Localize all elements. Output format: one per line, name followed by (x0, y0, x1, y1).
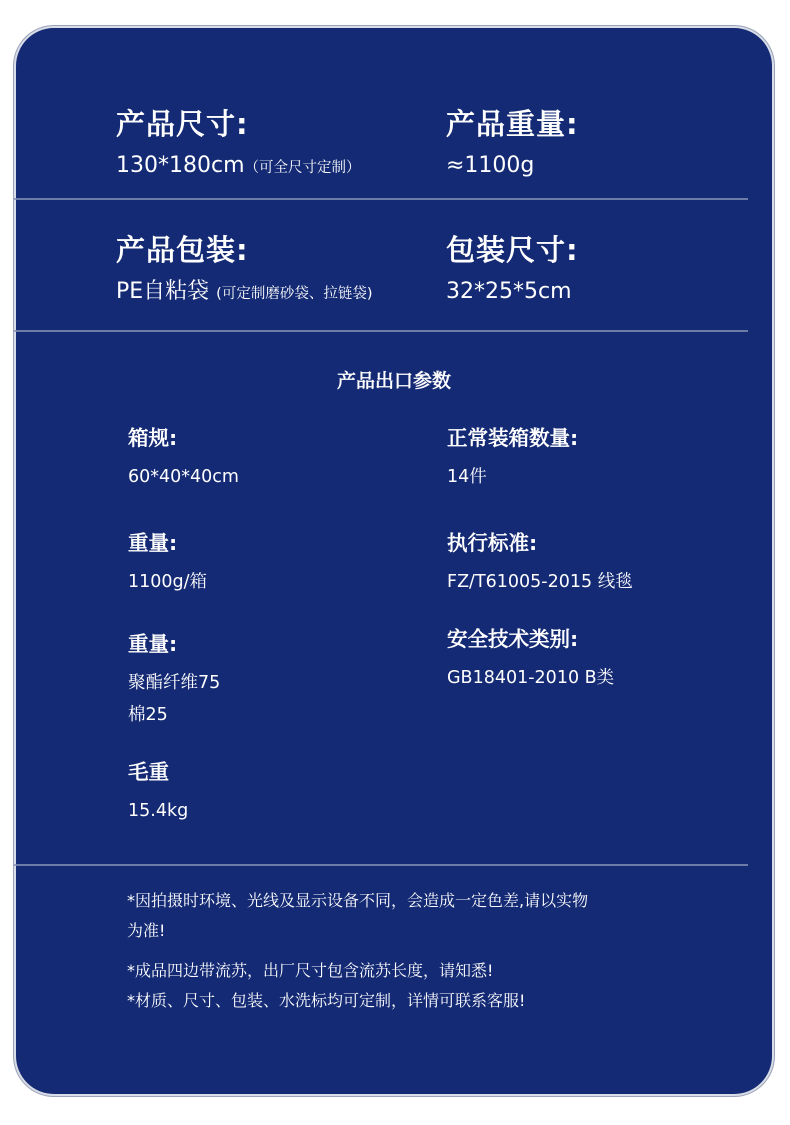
param-value: 14件 (447, 467, 487, 487)
spec-card (16, 28, 772, 1094)
product-size (116, 106, 361, 182)
param-value: 60*40*40cm (128, 467, 239, 487)
divider (14, 330, 748, 332)
param-value: 1100g/箱 (128, 572, 208, 592)
param-weight (128, 529, 207, 598)
param-label: 重量: (128, 531, 178, 555)
product-packing (116, 232, 373, 308)
export-section-title: 产品出口参数 (336, 370, 451, 392)
param-label: 箱规: (128, 426, 178, 450)
product-size-note: （可全尺寸定制） (244, 160, 361, 176)
param-gross-weight (128, 758, 188, 827)
note-line: 为准! (127, 921, 166, 940)
note-line: *因拍摄时环境、光线及显示设备不同，会造成一定色差,请以实物 (127, 891, 589, 910)
param-label: 毛重 (128, 760, 169, 784)
package-size (446, 232, 579, 306)
note-line: *成品四边带流苏，出厂尺寸包含流苏长度，请知悉! (127, 961, 494, 980)
param-box-spec (128, 424, 239, 493)
param-value: 15.4kg (128, 801, 189, 821)
product-weight-value: ≈1100g (446, 153, 535, 178)
param-safety-category (447, 625, 614, 694)
param-material (128, 630, 220, 731)
product-packing-text: PE自粘袋 (116, 279, 210, 304)
param-label: 安全技术类别: (447, 627, 579, 651)
product-packing-note: (可定制磨砂袋、拉链袋) (216, 286, 373, 302)
param-value-list (128, 667, 220, 731)
param-value: 聚酯纤维75 (128, 673, 221, 693)
param-label: 正常装箱数量: (447, 426, 579, 450)
notes (127, 886, 588, 1016)
package-size-value: 32*25*5cm (446, 279, 572, 304)
product-size-text: 130*180cm (116, 153, 245, 178)
note-line: *材质、尺寸、包装、水洗标均可定制，详情可联系客服! (127, 991, 526, 1010)
product-size-value (116, 152, 361, 182)
package-size-label: 包装尺寸: (446, 233, 579, 267)
param-label: 执行标准: (447, 531, 538, 555)
product-size-label: 产品尺寸: (116, 107, 249, 141)
product-weight (446, 106, 579, 180)
param-label: 重量: (128, 632, 178, 656)
product-packing-label: 产品包装: (116, 233, 249, 267)
divider (14, 198, 748, 200)
param-value: GB18401-2010 B类 (447, 668, 615, 688)
product-weight-label: 产品重量: (446, 107, 579, 141)
param-carton-quantity (447, 424, 578, 493)
param-value: 棉25 (128, 705, 168, 725)
param-standard (447, 529, 633, 598)
product-packing-value (116, 278, 373, 308)
param-value: FZ/T61005-2015 线毯 (447, 572, 633, 592)
divider (14, 864, 748, 866)
note-gap (127, 946, 588, 956)
